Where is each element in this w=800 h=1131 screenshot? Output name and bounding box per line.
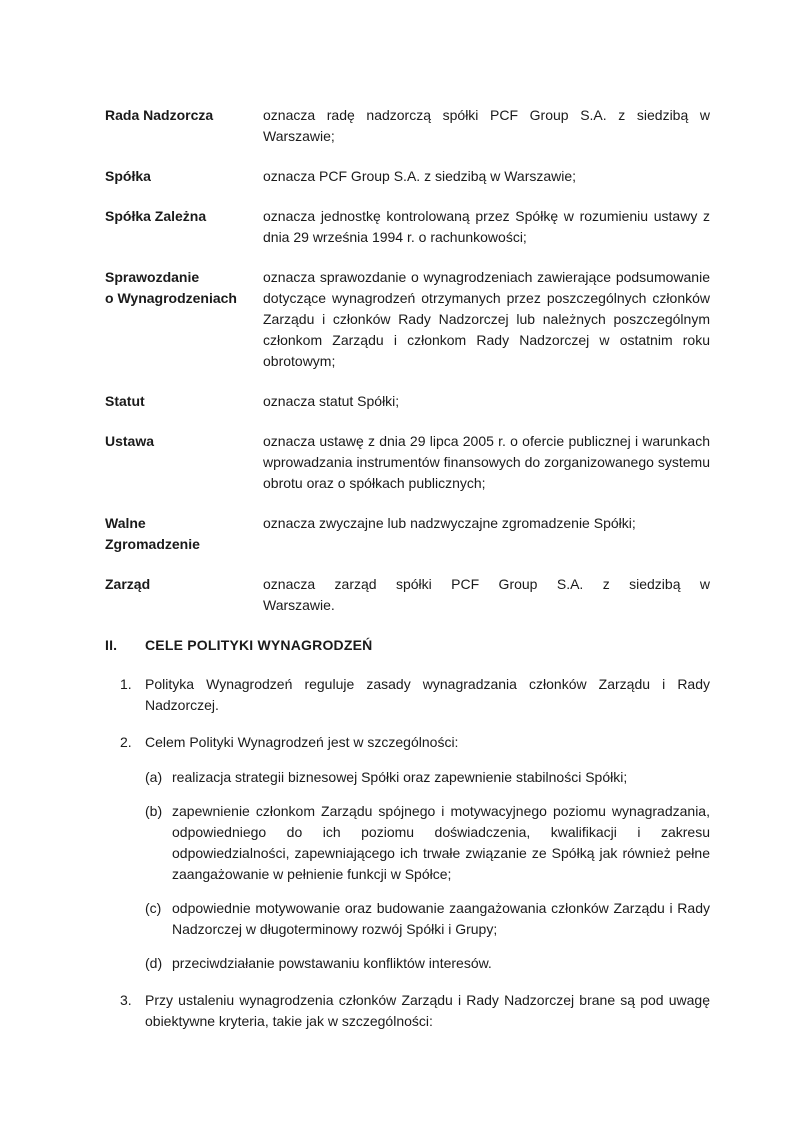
list-item-text: Polityka Wynagrodzeń reguluje zasady wynagradzania członków Zarządu i Rady Nadzorczej. — [145, 676, 710, 713]
definitions-list — [105, 105, 710, 616]
definition-text: oznacza statut Spółki; — [263, 393, 400, 409]
sublist-item — [145, 767, 710, 788]
sublist-item-marker: (a) — [145, 769, 163, 785]
definition-text: oznacza PCF Group S.A. z siedzibą w Warszawie; — [263, 168, 577, 184]
definition-term: Sprawozdanie o Wynagrodzeniach — [105, 269, 237, 306]
sublist-item-text: realizacja strategii biznesowej Spółki oraz zapewnienie stabilności Spółki; — [172, 769, 628, 785]
definition-row — [105, 166, 710, 187]
definition-row — [105, 206, 710, 248]
definition-text: oznacza ustawę z dnia 29 lipca 2005 r. o ofercie publicznej i warunkach wprowadzania instrumentów finansowych do zorganizowanego systemu obrotu oraz o spółkach publicznych; — [263, 433, 710, 491]
definition-row — [105, 105, 710, 147]
section-heading — [105, 635, 710, 656]
definition-row — [105, 513, 710, 555]
list-item — [105, 990, 710, 1032]
definition-row — [105, 267, 710, 372]
section-goals — [105, 635, 710, 1032]
definition-row — [105, 431, 710, 494]
list-item-number: 1. — [120, 676, 132, 692]
definition-text: oznacza zwyczajne lub nadzwyczajne zgromadzenie Spółki; — [263, 515, 636, 531]
sublist-item-text: zapewnienie członkom Zarządu spójnego i motywacyjnego poziomu wynagradzania, odpowiedniego do ich poziomu doświadczenia, kwalifikacji i zakresu odpowiedzialności, zapewniającego ich trwałe związanie ze Spółką jak również pełne zaangażowanie w pełnienie funkcji w Spółce; — [172, 803, 710, 882]
sublist-item — [145, 898, 710, 940]
list-item — [105, 674, 710, 716]
numbered-list — [105, 674, 710, 1032]
definition-term: Zarząd — [105, 576, 151, 592]
section-title: CELE POLITYKI WYNAGRODZEŃ — [145, 637, 373, 653]
list-item-number: 2. — [120, 734, 132, 750]
definition-term: Spółka — [105, 168, 151, 184]
definition-text: oznacza radę nadzorczą spółki PCF Group S.A. z siedzibą w Warszawie; — [263, 107, 710, 144]
definition-term: Rada Nadzorcza — [105, 107, 214, 123]
list-item-text: Przy ustaleniu wynagrodzenia członków Zarządu i Rady Nadzorczej brane są pod uwagę obiektywne kryteria, takie jak w szczególności: — [145, 992, 710, 1029]
sublist-item — [145, 801, 710, 885]
definition-term: Ustawa — [105, 433, 155, 449]
list-item-text: Celem Polityki Wynagrodzeń jest w szczególności: — [145, 734, 459, 750]
definition-row — [105, 574, 710, 616]
definition-row — [105, 391, 710, 412]
definition-term: Statut — [105, 393, 145, 409]
lettered-sublist — [145, 767, 710, 974]
definition-term: Walne Zgromadzenie — [105, 515, 200, 552]
definition-text: oznacza sprawozdanie o wynagrodzeniach zawierające podsumowanie dotyczące wynagrodzeń otrzymanych przez poszczególnych członków Zarządu i członków Rady Nadzorczej lub należnych poszczególnym członkom Zarządu i członkom Rady Nadzorczej w ostatnim roku obrotowym; — [263, 269, 710, 369]
sublist-item-marker: (c) — [145, 900, 162, 916]
sublist-item-text: odpowiednie motywowanie oraz budowanie zaangażowania członków Zarządu i Rady Nadzorczej w długoterminowy rozwój Spółki i Grupy; — [172, 900, 710, 937]
definition-text: oznacza zarząd spółki PCF Group S.A. z siedzibą w Warszawie. — [263, 576, 710, 613]
definition-term: Spółka Zależna — [105, 208, 207, 224]
definition-text: oznacza jednostkę kontrolowaną przez Spółkę w rozumieniu ustawy z dnia 29 września 1994 r. o rachunkowości; — [263, 208, 710, 245]
sublist-item-marker: (d) — [145, 955, 163, 971]
sublist-item-marker: (b) — [145, 803, 163, 819]
sublist-item — [145, 953, 710, 974]
section-number: II. — [105, 637, 118, 653]
list-item — [105, 732, 710, 974]
list-item-number: 3. — [120, 992, 132, 1008]
sublist-item-text: przeciwdziałanie powstawaniu konfliktów interesów. — [172, 955, 492, 971]
